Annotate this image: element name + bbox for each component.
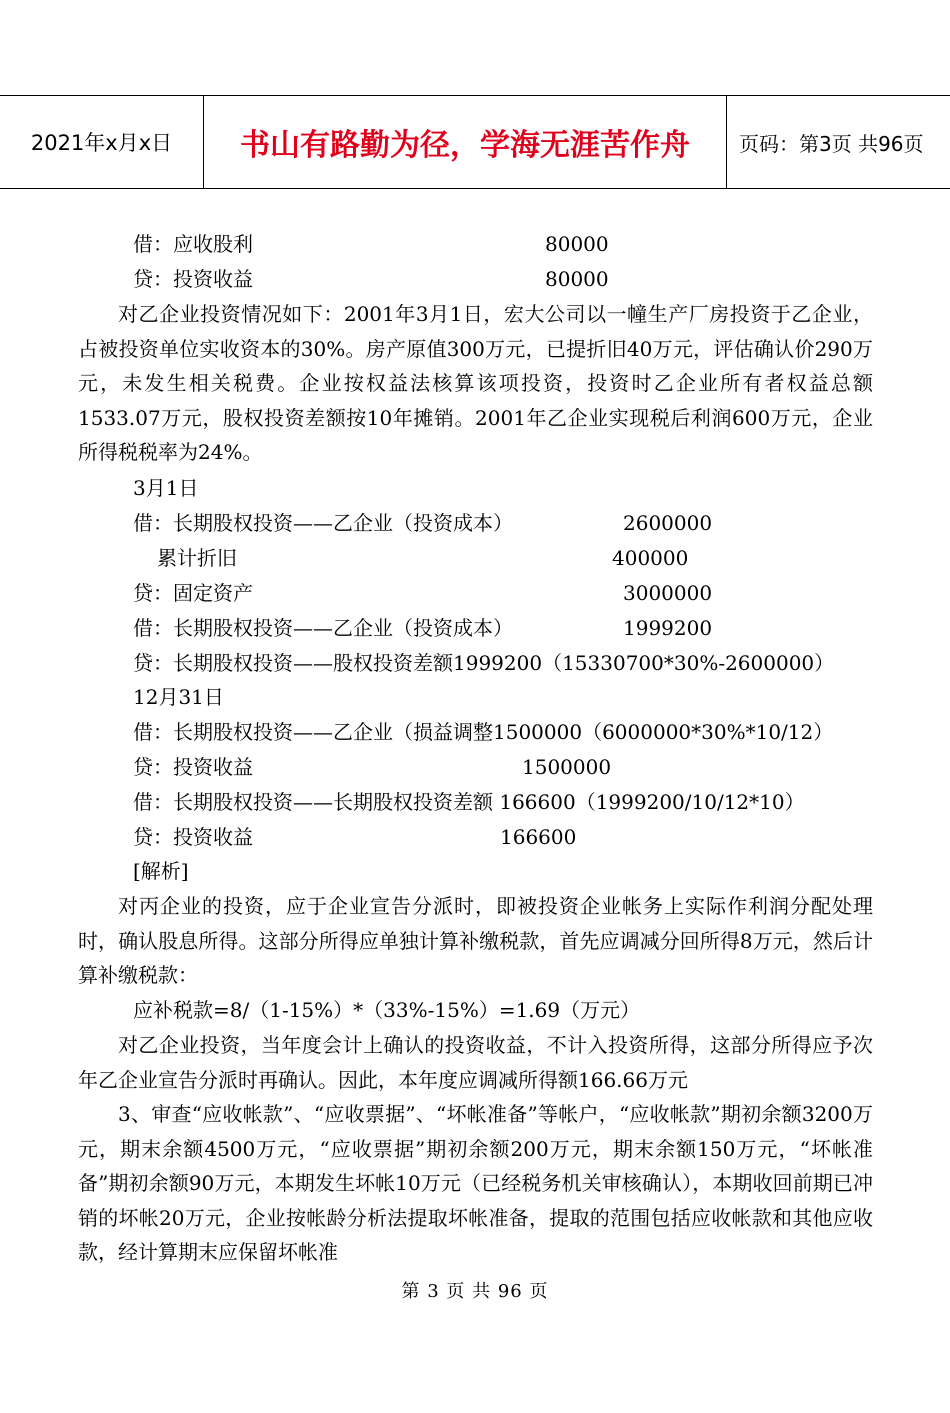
date-december-31: 12月31日 [133,685,224,709]
entry-lt-investment2-label: 借：长期股权投资——乙企业（投资成本） [133,616,513,640]
header-page-info: 页码：第3页 共96页 [739,131,924,156]
entry-lt-investment2-amount: 1999200 [623,616,713,640]
entry-lt-investment-amount: 2600000 [623,511,713,535]
entry-depreciation-amount: 400000 [612,546,689,570]
entry-dividend-debit-amount: 80000 [545,232,609,256]
entry-depreciation-label: 累计折旧 [157,546,237,570]
analysis-heading: [解析] [133,859,189,883]
date-march-1: 3月1日 [133,476,199,500]
entry-income2-label: 贷：投资收益 [133,825,253,849]
entry-income1-amount: 1500000 [522,755,612,779]
entry-equity-difference: 贷：长期股权投资——股权投资差额1999200（15330700*30%-2600000） [133,651,835,675]
header-motto: 书山有路勤为径，学海无涯苦作舟 [204,96,727,188]
page-footer: 第 3 页 共 96 页 [401,1281,549,1302]
header-date: 2021年x月x日 [0,96,204,188]
entry-dividend-debit-label: 借：应收股利 [133,232,253,256]
entry-income2-amount: 166600 [500,825,577,849]
page-header [0,95,950,189]
entry-income-credit-label: 贷：投资收益 [133,267,253,291]
paragraph-analysis-1: 对丙企业的投资，应于企业宣告分派时，即被投资企业帐务上实际作利润分配处理时，确认股息所得。这部分所得应单独计算补缴税款，首先应调减分回所得8万元，然后计算补缴税款： [78,894,873,988]
entry-fixed-assets-label: 贷：固定资产 [133,581,253,605]
entry-amortization: 借：长期股权投资——长期股权投资差额 166600（1999200/10/12*10） [133,790,805,814]
paragraph-question-3: 3、审查“应收帐款”、“应收票据”、“坏帐准备”等帐户，“应收帐款”期初余额3200万元，期末余额4500万元，“应收票据”期初余额200万元，期末余额150万元，“坏帐准备”期初余额90万元，本期发生坏帐10万元（已经税务机关审核确认），本期收回前期已冲销的坏帐20万元，企业按帐龄分析法提取坏帐准备，提取的范围包括应收帐款和其他应收款，经计算期末应保留坏帐准 [78,1102,873,1265]
paragraph-investment-intro: 对乙企业投资情况如下：2001年3月1日，宏大公司以一幢生产厂房投资于乙企业，占被投资单位实收资本的30%。房产原值300万元，已提折旧40万元，评估确认价290万元，未发生相关税费。企业按权益法核算该项投资，投资时乙企业所有者权益总额1533.07万元，股权投资差额按10年摊销。2001年乙企业实现税后利润600万元，企业所得税税率为24%。 [78,302,873,465]
entry-fixed-assets-amount: 3000000 [623,581,713,605]
entry-profit-adjustment: 借：长期股权投资——乙企业（损益调整1500000（6000000*30%*10/12） [133,720,834,744]
entry-lt-investment-label: 借：长期股权投资——乙企业（投资成本） [133,511,513,535]
paragraph-analysis-2: 对乙企业投资，当年度会计上确认的投资收益，不计入投资所得，这部分所得应予次年乙企业宣告分派时再确认。因此，本年度应调减所得额166.66万元 [78,1033,873,1092]
formula-tax-due: 应补税款=8/（1-15%）*（33%-15%）=1.69（万元） [133,998,641,1022]
entry-income-credit-amount: 80000 [545,267,609,291]
entry-income1-label: 贷：投资收益 [133,755,253,779]
